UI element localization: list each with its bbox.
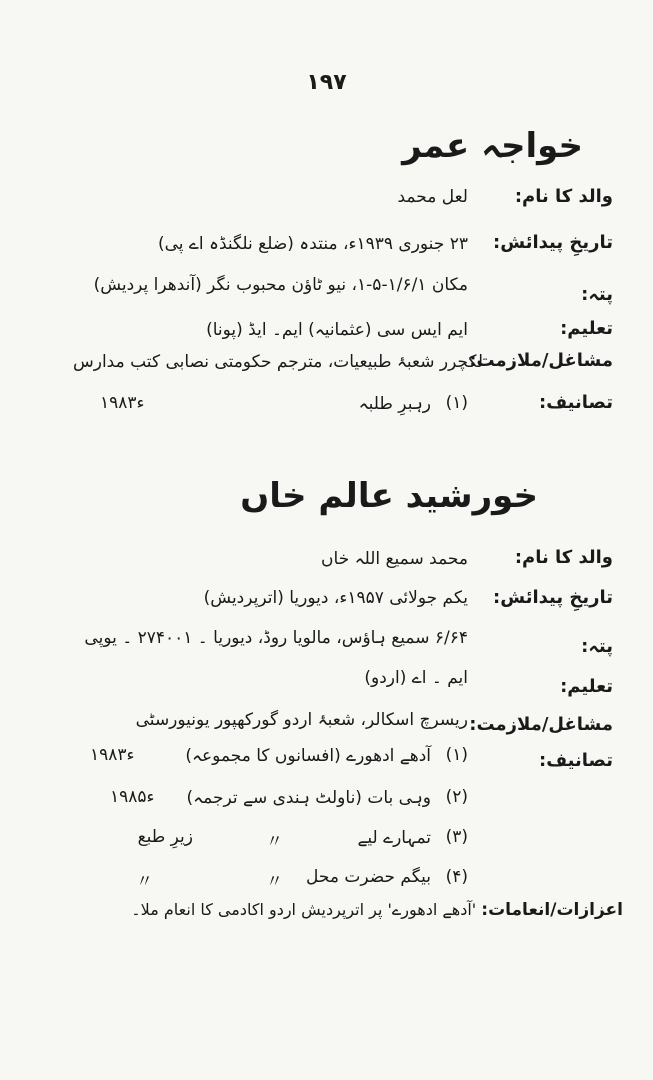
p1-education-row xyxy=(0,314,653,348)
father-value: محمد سمیع اللہ خاں xyxy=(321,549,468,569)
awards-value: 'آدھے ادھورے' پر اترپردیش اردو اکادمی کا انعام ملا۔ xyxy=(131,900,477,919)
work-number: (۲) xyxy=(445,787,468,807)
work-number: (۳) xyxy=(445,827,468,847)
occupation-label: مشاغل/ملازمت: xyxy=(469,714,613,735)
p1-father-row xyxy=(0,182,653,216)
work-year: ۱۹۸۳ء xyxy=(100,393,145,413)
father-label: والد کا نام: xyxy=(514,186,613,207)
occupation-value: ریسرچ اسکالر، شعبۂ اردو گورکھپور یونیورسٹی xyxy=(135,710,468,730)
address-label: پتہ: xyxy=(581,636,613,657)
dob-value: ۲۳ جنوری ۱۹۳۹ء، منتدہ (ضلع نلگنڈہ اے پی) xyxy=(157,234,468,254)
page-number: ۱۹۷ xyxy=(306,70,347,95)
work-year: ۱۹۸۵ء xyxy=(110,787,155,807)
father-label: والد کا نام: xyxy=(514,547,613,568)
dob-label: تاریخِ پیدائش: xyxy=(493,587,613,608)
work-year: زیرِ طبع xyxy=(137,827,193,847)
awards-line xyxy=(131,900,623,920)
p2-work-row xyxy=(0,862,653,896)
education-value: ایم ۔ اے (اردو) xyxy=(364,668,468,688)
ditto-mark: 〃 xyxy=(136,872,153,892)
dob-value: یکم جولائی ۱۹۵۷ء، دیوریا (اترپردیش) xyxy=(203,588,468,608)
work-title: آدھے ادھورے (افسانوں کا مجموعہ) xyxy=(185,746,431,766)
awards-label: اعزازات/انعامات: xyxy=(481,900,623,920)
work-title: وہی بات (ناولٹ ہندی سے ترجمہ) xyxy=(186,788,431,808)
ditto-mark: 〃 xyxy=(266,872,283,892)
p2-occupation-row xyxy=(0,704,653,738)
works-label: تصانیف: xyxy=(539,750,613,771)
work-number: (۱) xyxy=(445,745,468,765)
work-year: ۱۹۸۳ء xyxy=(90,745,135,765)
occupation-value: لکچرر شعبۂ طبیعیات، مترجم حکومتی نصابی کتب مدارس xyxy=(73,352,483,372)
work-title: بیگم حضرت محل xyxy=(306,867,431,887)
p2-dob-row xyxy=(0,583,653,617)
work-title: رہبرِ طلبہ xyxy=(358,394,431,414)
p2-work-row xyxy=(0,822,653,856)
work-title: تمہارے لیے xyxy=(357,828,431,848)
dob-label: تاریخِ پیدائش: xyxy=(493,232,613,253)
p2-address-row xyxy=(0,622,653,656)
p1-dob-row xyxy=(0,228,653,262)
p1-works-row xyxy=(0,388,653,422)
work-number: (۱) xyxy=(445,393,468,413)
p1-occupation-row xyxy=(0,346,653,380)
education-label: تعلیم: xyxy=(560,676,613,697)
address-label: پتہ: xyxy=(581,284,613,305)
education-label: تعلیم: xyxy=(560,318,613,339)
p1-address-row xyxy=(0,270,653,304)
works-label: تصانیف: xyxy=(539,392,613,413)
p2-work-row xyxy=(0,782,653,816)
ditto-mark: 〃 xyxy=(266,832,283,852)
p2-work-row xyxy=(0,740,653,774)
education-value: ایم ایس سی (عثمانیہ) ایم۔ ایڈ (پونا) xyxy=(206,320,468,340)
address-value: مکان ۱/۶/۱-۵-۱، نیو ٹاؤن محبوب نگر (آندھرا پردیش) xyxy=(93,275,468,295)
p2-education-row xyxy=(0,662,653,696)
occupation-label: مشاغل/ملازمت: xyxy=(469,350,613,371)
p2-father-row xyxy=(0,543,653,577)
person-1-name: خواجہ عمر xyxy=(402,126,583,166)
address-value: ۶/۶۴ سمیع ہاؤس، مالویا روڈ، دیوریا ۔ ۲۷۴۰۰۱ ۔ یوپی xyxy=(84,628,468,648)
father-value: لعل محمد xyxy=(397,187,468,207)
work-number: (۴) xyxy=(445,867,468,887)
person-2-name: خورشید عالم خاں xyxy=(240,476,538,516)
